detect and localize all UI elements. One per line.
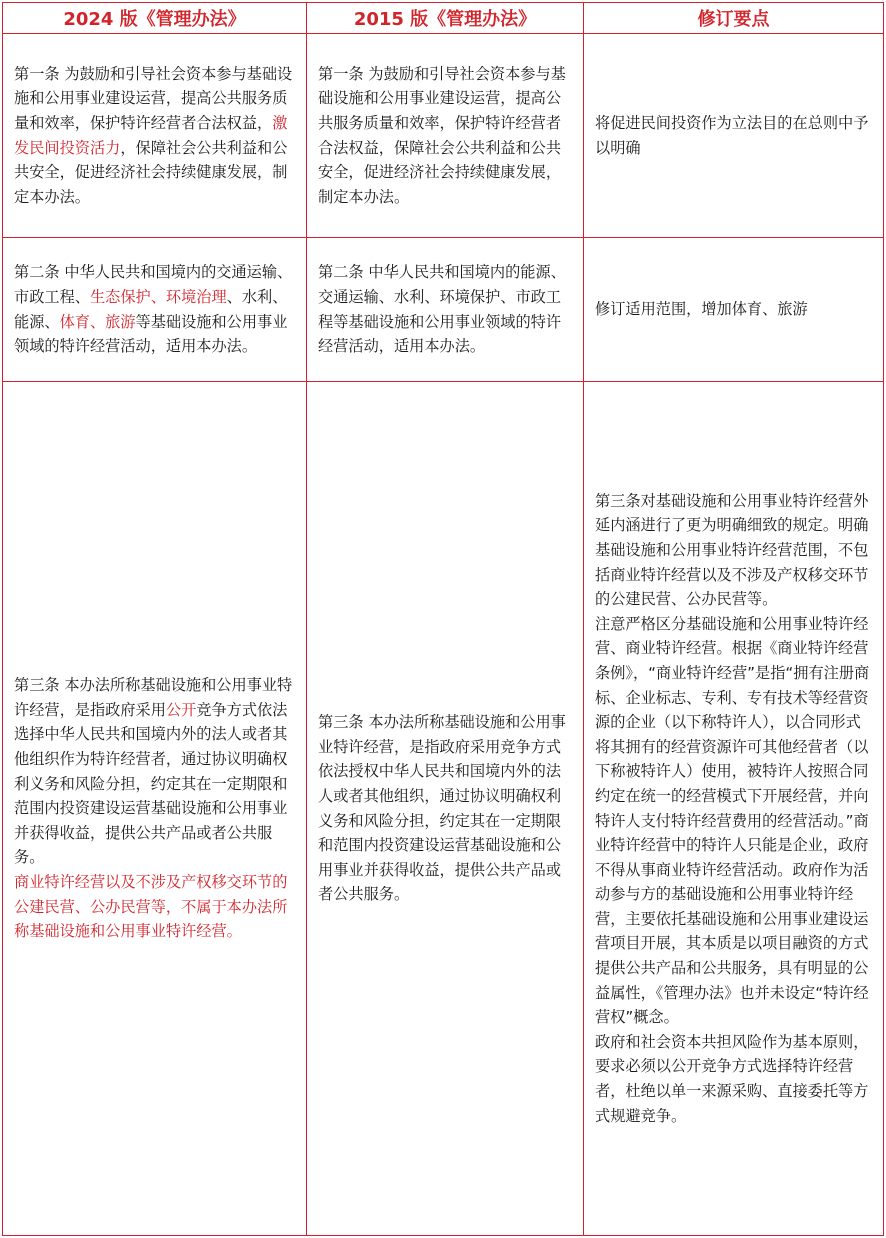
text-segment: 第三条 本办法所称基础设施和公用事业特许经营，是指政府采用	[14, 676, 293, 719]
revision-point: 修订适用范围，增加体育、旅游	[595, 300, 808, 319]
cell-points-article-2	[584, 238, 884, 382]
text-segment: 等基础设施和公用事业领域的特许经营活动，适用本办法。	[14, 312, 288, 356]
comparison-table	[2, 2, 884, 1236]
revision-point: 第三条对基础设施和公用事业特许经营外延内涵进行了更为明确细致的规定。明确基础设施和公用事业特许经营范围，不包括商业特许经营以及不涉及产权移交环节的公建民营、公办民营等。	[595, 491, 869, 609]
text-segment: 竞争方式依法选择中华人民共和国境内外的法人或者其他组织作为特许经营者，通过协议明确权利义务和风险分担，约定其在一定期限和范围内投资建设运营基础设施和公用事业并获得收益，提供公共产品或者公共服务。	[14, 700, 288, 867]
cell-2024-article-3	[3, 382, 307, 1236]
cell-2024-article-2	[3, 238, 307, 382]
text-segment: 第二条 中华人民共和国境内的交通运输、市政工程、	[14, 263, 293, 306]
revision-point: 将促进民间投资作为立法目的在总则中予以明确	[595, 113, 869, 157]
header-revision-points: 修订要点	[584, 3, 884, 34]
text-segment: ，保障社会公共利益和公共安全，促进经济社会持续健康发展，制定本办法。	[14, 138, 288, 206]
text-segment: 第一条 为鼓励和引导社会资本参与基础设施和公用事业建设运营，提高公共服务质量和效率，保护特许经营者合法权益，	[14, 64, 293, 132]
table-row-article-1	[3, 34, 884, 238]
cell-2015-article-2: 第二条 中华人民共和国境内的能源、交通运输、水利、环境保护、市政工程等基础设施和公用事业领域的特许经营活动，适用本办法。	[307, 238, 584, 382]
table-row-article-3	[3, 382, 884, 1236]
highlighted-change: 体育、旅游	[59, 312, 136, 331]
highlighted-change: 公开	[165, 700, 197, 719]
cell-2015-article-1: 第一条 为鼓励和引导社会资本参与基础设施和公用事业建设运营，提高公共服务质量和效率，保护特许经营者合法权益，保障社会公共利益和公共安全，促进经济社会持续健康发展，制定本办法。	[307, 34, 584, 238]
header-2024-version: 2024 版《管理办法》	[3, 3, 307, 34]
header-2015-version: 2015 版《管理办法》	[307, 3, 584, 34]
highlighted-change: 激发民间投资活力	[14, 113, 288, 157]
highlighted-change: 生态保护、环境治理	[89, 287, 227, 306]
cell-2015-article-3: 第三条 本办法所称基础设施和公用事业特许经营，是指政府采用竞争方式依法授权中华人民共和国境内外的法人或者其他组织，通过协议明确权利义务和风险分担，约定其在一定期限和范围内投资建设运营基础设施和公用事业并获得收益，提供公共产品或者公共服务。	[307, 382, 584, 1236]
header-row	[3, 3, 884, 34]
text-segment: 、水利、能源、	[14, 287, 288, 331]
revision-point: 注意严格区分基础设施和公用事业特许经营、商业特许经营。根据《商业特许经营条例》，“商业特许经营”是指“拥有注册商标、企业标志、专利、专有技术等经营资源的企业（以下称特许人），以合同形式将其拥有的经营资源许可其他经营者（以下称被特许人）使用，被特许人按照合同约定在统一的经营模式下开展经营，并向特许人支付特许经营费用的经营活动。”商业特许经营中的特许人只能是企业，政府不得从事商业特许经营活动。政府作为活动参与方的基础设施和公用事业特许经营，主要依托基础设施和公用事业建设运营项目开展，其本质是以项目融资的方式提供公共产品和公共服务，具有明显的公益属性，《管理办法》也并未设定“特许经营权”概念。	[595, 614, 870, 1027]
table-row-article-2	[3, 238, 884, 382]
added-clause: 商业特许经营以及不涉及产权移交环节的公建民营、公办民营等，不属于本办法所称基础设施和公用事业特许经营。	[14, 872, 288, 941]
cell-2024-article-1	[3, 34, 307, 238]
revision-point: 政府和社会资本共担风险作为基本原则，要求必须以公开竞争方式选择特许经营者，杜绝以单一来源采购、直接委托等方式规避竞争。	[595, 1032, 869, 1125]
cell-points-article-3	[584, 382, 884, 1236]
cell-points-article-1	[584, 34, 884, 238]
